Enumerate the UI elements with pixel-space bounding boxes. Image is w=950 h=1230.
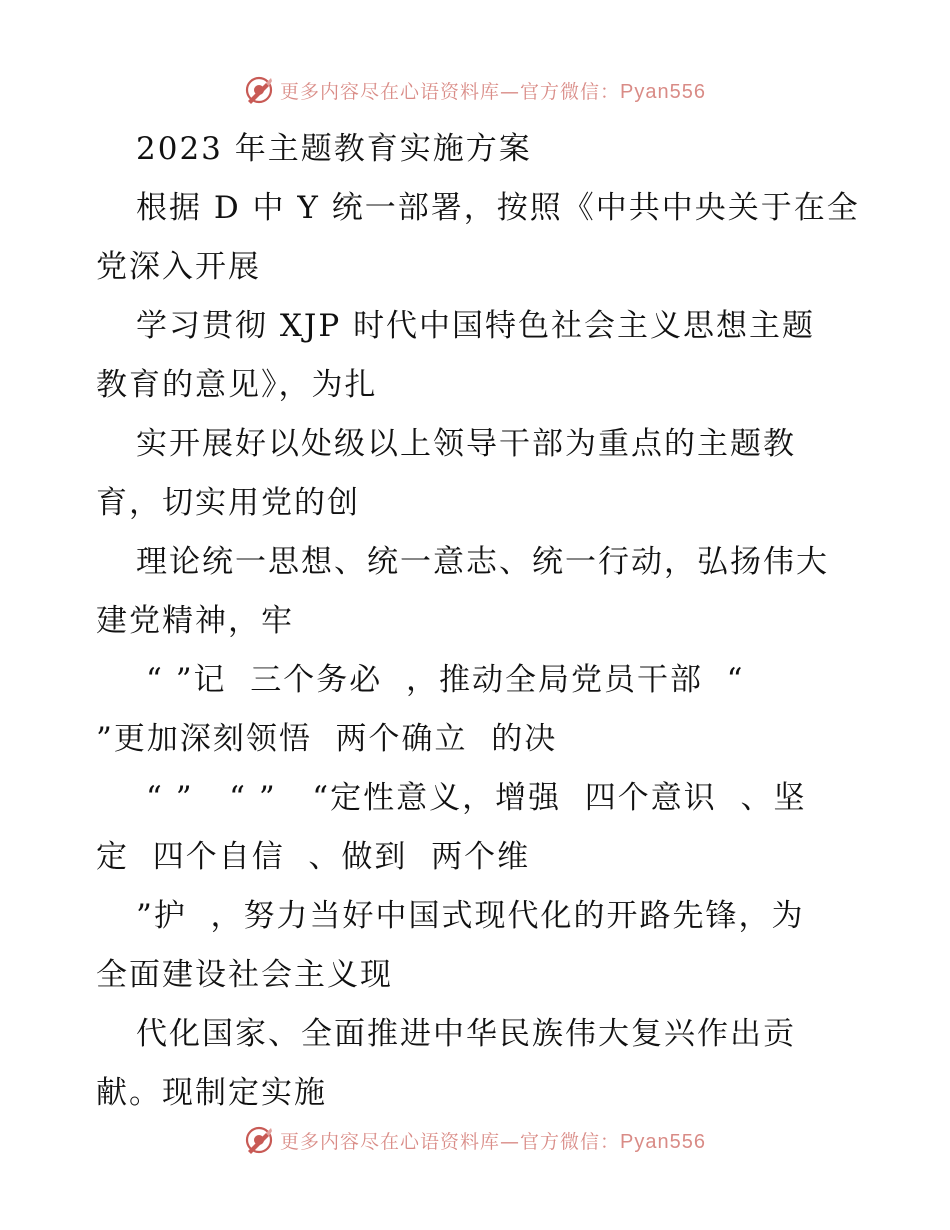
watermark-text: 更多内容尽在心语资料库—官方微信：Pyan556 [280, 1130, 706, 1153]
paragraph-line: 实开展好以处级以上领导干部为重点的主题教 [136, 426, 796, 462]
paragraph-line: 定 四个自信 、做到 两个维 [96, 839, 531, 875]
paragraph-line: “ ”记 三个务必 ，推动全局党员干部 “ [146, 662, 745, 698]
paragraph-line: 理论统一思想、统一意志、统一行动，弘扬伟大 [136, 544, 829, 580]
paragraph-line: ”护 ，努力当好中国式现代化的开路先锋，为 [136, 898, 805, 934]
paragraph-line: 献。现制定实施 [96, 1075, 327, 1111]
document-title: 2023 年主题教育实施方案 [136, 131, 532, 167]
paragraph-line: 全面建设社会主义现 [96, 957, 393, 993]
watermark-text: 更多内容尽在心语资料库—官方微信：Pyan556 [280, 80, 706, 103]
paragraph-line: ”更加深刻领悟 两个确立 的决 [96, 721, 558, 757]
document-body [96, 120, 866, 1123]
paragraph-line: 建党精神，牢 [96, 603, 294, 639]
paragraph-line: 党深入开展 [96, 249, 261, 285]
paragraph-line: 代化国家、全面推进中华民族伟大复兴作出贡 [136, 1016, 796, 1052]
watermark-header [0, 70, 950, 110]
paragraph-line: 根据 D 中 Y 统一部署，按照《中共中央关于在全 [136, 190, 860, 226]
watermark-footer [0, 1120, 950, 1160]
pen-logo-icon [244, 1125, 274, 1155]
paragraph-line: 学习贯彻 XJP 时代中国特色社会主义思想主题 [136, 308, 816, 344]
paragraph-line: 教育的意见》，为扎 [96, 367, 378, 403]
paragraph-line: 育，切实用党的创 [96, 485, 360, 521]
pen-logo-icon [244, 75, 274, 105]
paragraph-line: “ ” “ ” “定性意义，增强 四个意识 、坚 [146, 780, 807, 816]
